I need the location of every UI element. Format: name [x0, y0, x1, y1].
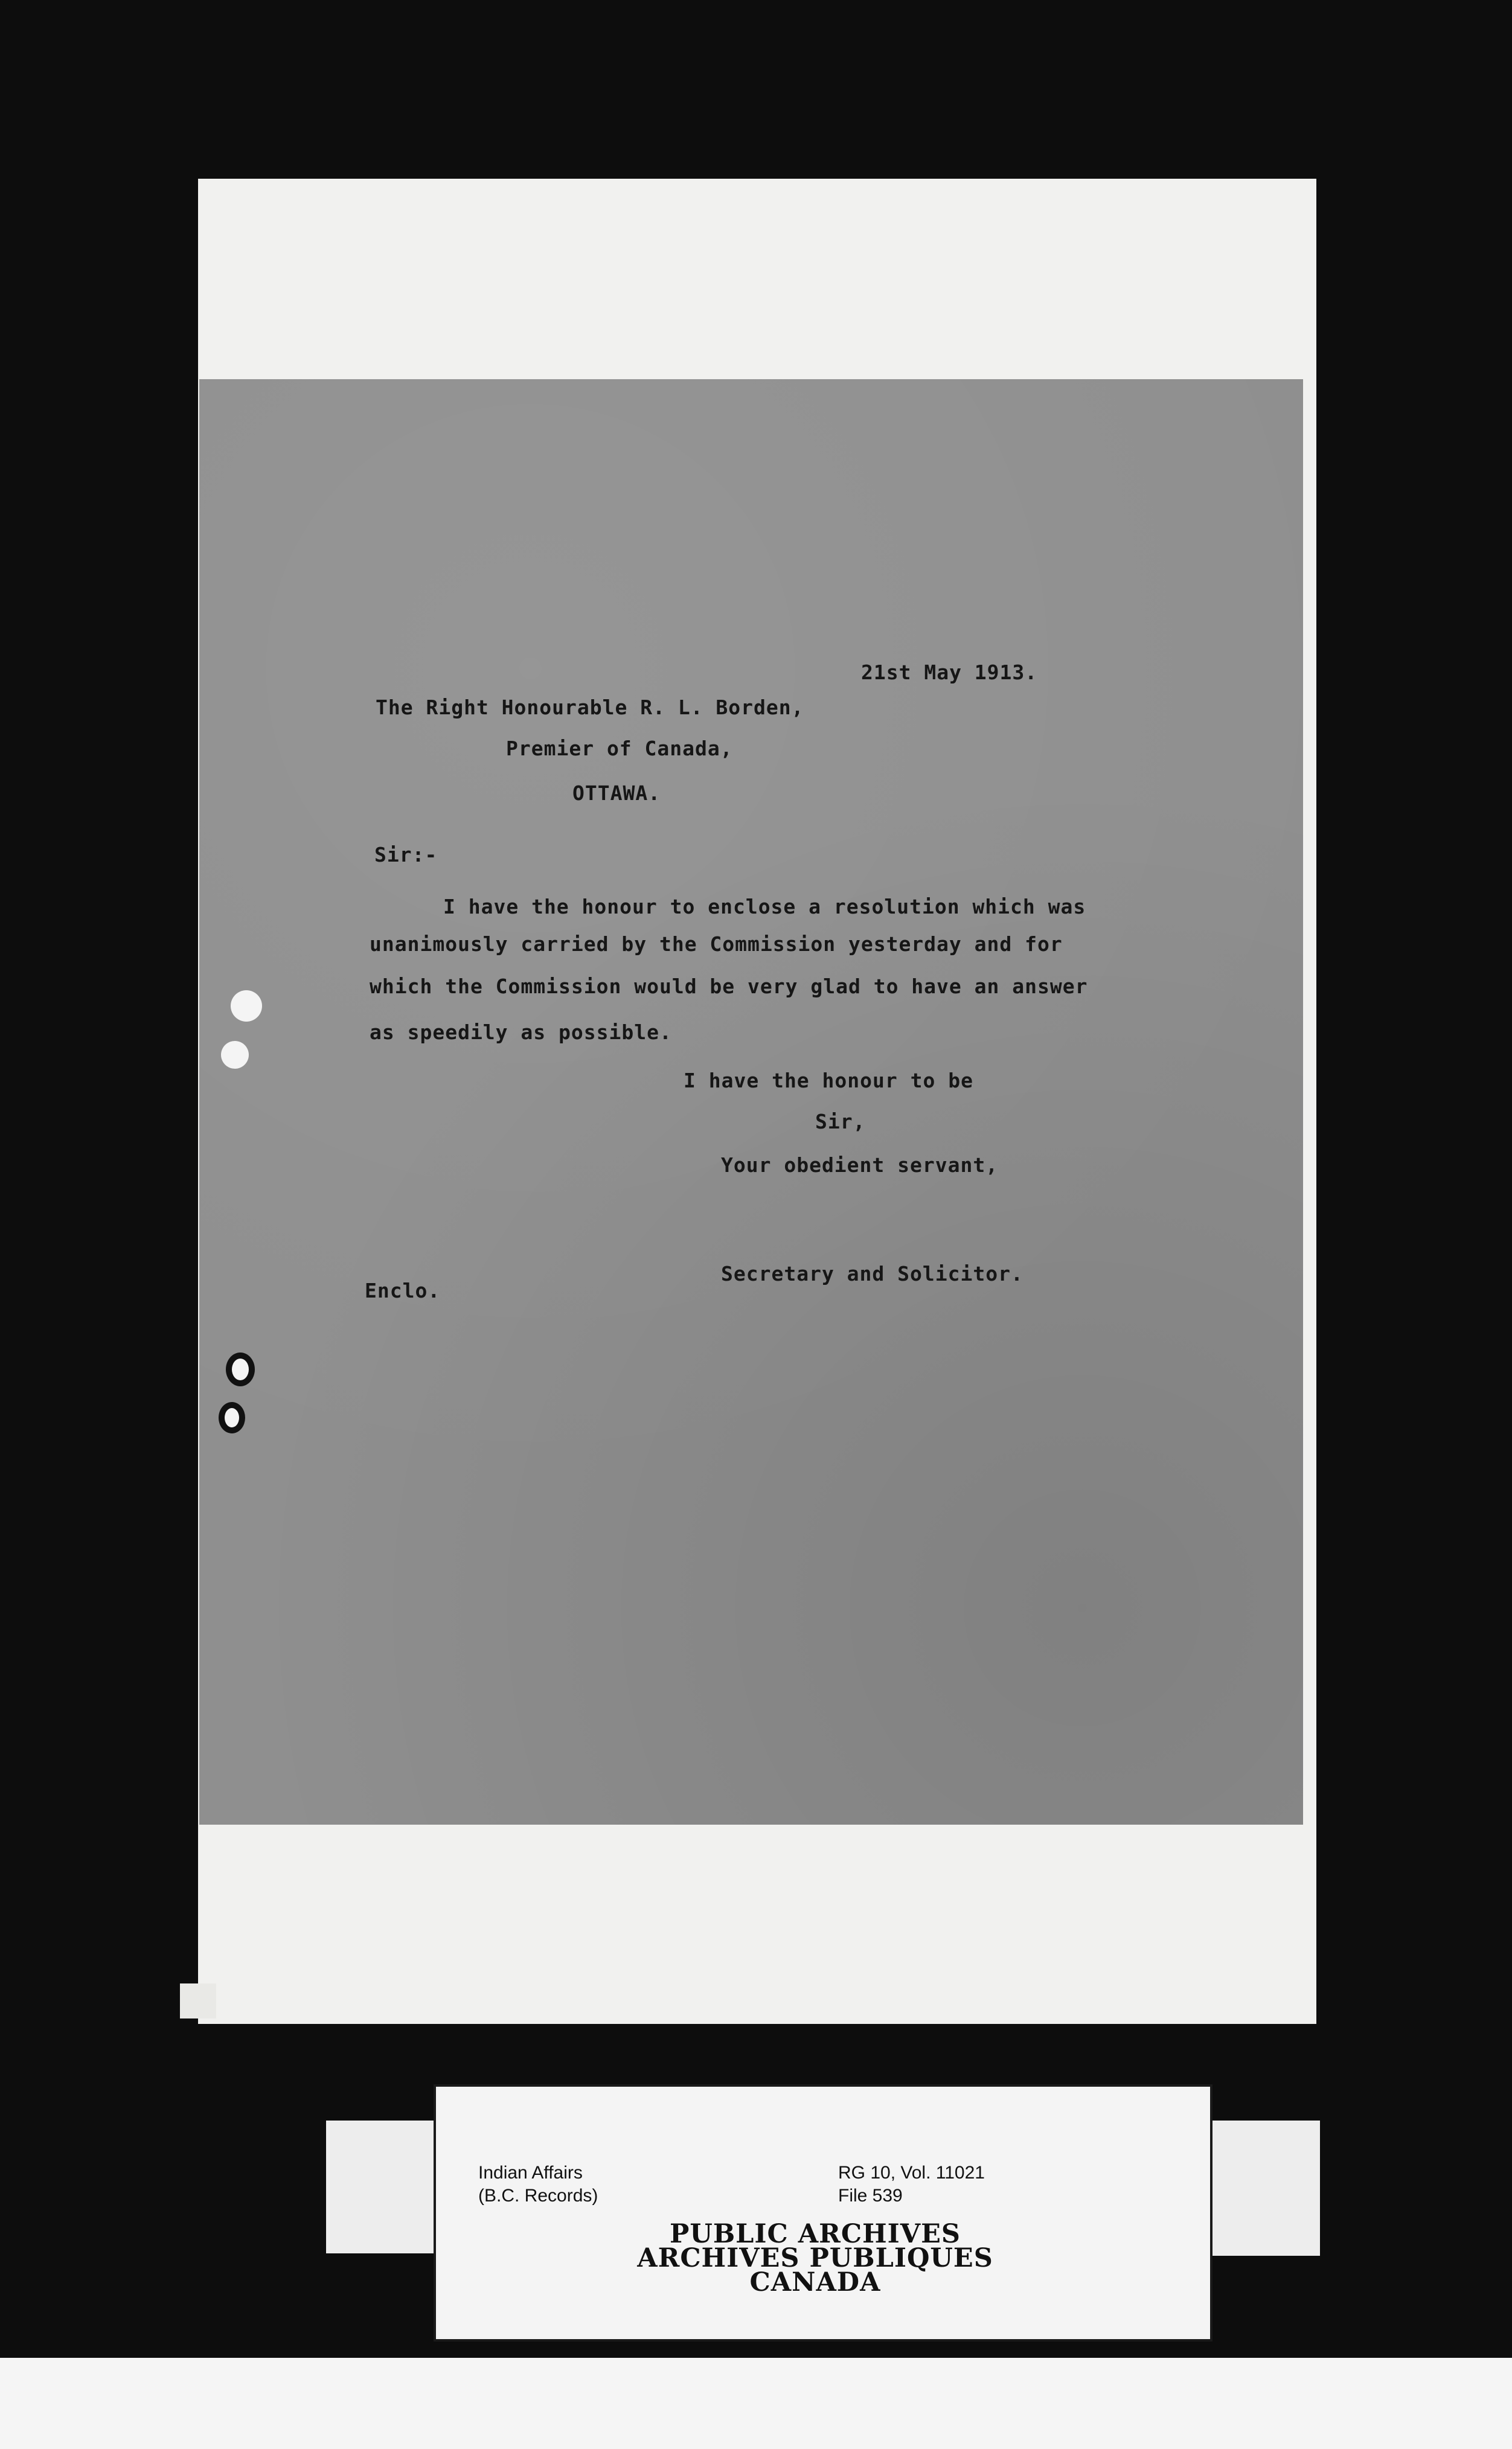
recipient-name: The Right Honourable R. L. Borden, [376, 696, 804, 719]
file-reference: File 539 [838, 2186, 903, 2206]
punch-hole [219, 1402, 245, 1433]
archive-stamp-line: ARCHIVES PUBLIQUES [637, 2243, 993, 2273]
body-line: I have the honour to enclose a resolution which was [443, 895, 1086, 918]
label-tab-left [326, 2121, 434, 2253]
archive-stamp-line: PUBLIC ARCHIVES [670, 2219, 961, 2249]
archive-label-card [434, 2084, 1212, 2342]
body-line: which the Commission would be very glad to have an answer [370, 975, 1088, 998]
letter-page [199, 379, 1303, 1825]
closing-line: I have the honour to be [684, 1069, 973, 1092]
recipient-title: Premier of Canada, [506, 737, 733, 760]
archive-stamp-line: CANADA [749, 2267, 881, 2297]
punch-hole [221, 1041, 249, 1069]
recipient-city: OTTAWA. [572, 781, 661, 805]
record-series: (B.C. Records) [478, 2186, 598, 2206]
body-line: as speedily as possible. [370, 1020, 672, 1044]
volume-reference: RG 10, Vol. 11021 [838, 2163, 985, 2183]
body-line: unanimously carried by the Commission yesterday and for [370, 932, 1063, 956]
record-group-name: Indian Affairs [478, 2163, 583, 2183]
film-border [0, 2358, 1512, 2449]
sheet-corner-tab [180, 1983, 216, 2018]
enclosure-note: Enclo. [365, 1279, 441, 1302]
closing-line: Sir, [815, 1110, 866, 1133]
salutation: Sir:- [374, 843, 438, 866]
letter-date: 21st May 1913. [861, 661, 1038, 684]
punch-hole [226, 1353, 255, 1386]
punch-hole [231, 990, 262, 1022]
closing-line: Your obedient servant, [721, 1153, 999, 1177]
signature-title: Secretary and Solicitor. [721, 1262, 1023, 1285]
label-tab-right [1212, 2121, 1320, 2256]
